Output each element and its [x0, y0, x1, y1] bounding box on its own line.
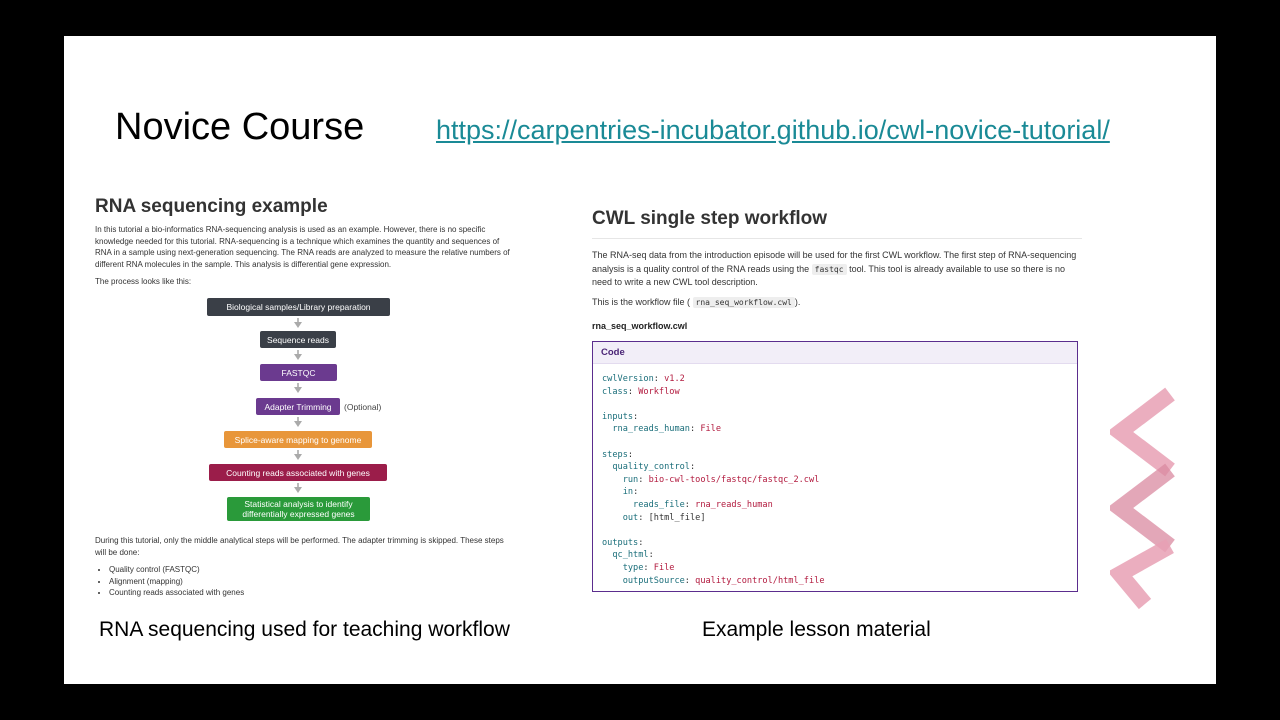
- flow-arrow: [294, 454, 302, 460]
- code-header: Code: [593, 342, 1077, 364]
- rna-example-panel: [95, 196, 515, 288]
- slide-title: Novice Course: [115, 106, 365, 148]
- code-key: type: [622, 562, 644, 573]
- intro-text-part: tool. This tool is already available to use so there is no need to write a new CWL tool description.: [592, 263, 1066, 287]
- flow-arrow: [294, 322, 302, 328]
- chevron-decoration-icon: [1110, 384, 1180, 614]
- code-value: quality_control/html_file: [695, 575, 825, 586]
- code-key: class: [602, 386, 628, 397]
- rna-outro: [95, 535, 515, 599]
- code-value: v1.2: [664, 374, 685, 384]
- caption-left: RNA sequencing used for teaching workflow: [99, 618, 510, 641]
- code-key: outputs: [602, 537, 639, 548]
- flow-step-sequence-reads: Sequence reads: [260, 331, 336, 348]
- code-value: Workflow: [638, 386, 680, 397]
- tutorial-link[interactable]: https://carpentries-incubator.github.io/cwl-novice-tutorial/: [436, 115, 1110, 145]
- rna-intro-text: In this tutorial a bio-informatics RNA-sequencing analysis is used as an example. However, there is no specific knowledge needed for this tutorial. RNA-sequencing is a technique which examines the quantity and sequences of RNA in a sample using next-generation sequencing. The RNA reads are analyzed to measure the relative numbers of different RNA molecules in the sample. This analysis is differential gene expression.: [95, 225, 510, 269]
- code-key: qc_html: [612, 550, 649, 561]
- outro-text: During this tutorial, only the middle analytical steps will be performed. The adapter trimming is skipped. These steps will be done:: [95, 536, 504, 557]
- code-content: cwlVersion: v1.2 class: Workflow inputs: rna_reads_human: File steps: quality_control: run: bio-cwl-tools/fastqc/fastqc_2.cwl in: reads_file: rna_reads_human out: [html_file] outputs: qc_html: type: File outputSource: quality_control/html_file: [602, 374, 825, 586]
- code-value: rna_reads_human: [695, 499, 773, 510]
- optional-label: (Optional): [344, 402, 382, 412]
- steps-list: [95, 564, 515, 599]
- intro-text-part: The RNA-seq data from the introduction episode will be used for the first CWL workflow. The first step of RNA-sequencing analysis is a quality control of the RNA reads using the: [592, 250, 1077, 274]
- list-item: • Quality control (FASTQC): [109, 564, 515, 576]
- code-block: [592, 341, 1078, 592]
- code-key: run: [622, 474, 639, 485]
- workflow-filename: rna_seq_workflow.cwl: [592, 321, 688, 331]
- code-value: File: [653, 562, 675, 573]
- file-text-part: This is the workflow file (: [592, 296, 691, 307]
- slide: [64, 36, 1216, 684]
- flow-step-counting-reads: Counting reads associated with genes: [209, 464, 387, 481]
- code-key: in: [622, 487, 634, 498]
- flow-arrow: [294, 421, 302, 427]
- code-key: inputs: [602, 411, 634, 422]
- flow-step-fastqc: FASTQC: [260, 364, 337, 381]
- code-key: steps: [602, 449, 628, 460]
- code-key: cwlVersion: [602, 374, 654, 384]
- file-text-part: ).: [794, 296, 801, 307]
- code-key: rna_reads_human: [612, 424, 690, 435]
- inline-code-fastqc: fastqc: [812, 264, 847, 275]
- caption-right: Example lesson material: [702, 618, 931, 641]
- code-key: out: [622, 512, 639, 523]
- code-key: outputSource: [622, 575, 685, 586]
- list-item: • Counting reads associated with genes: [109, 587, 515, 599]
- code-key: quality_control: [612, 462, 690, 473]
- cwl-workflow-panel: [592, 208, 1082, 331]
- flow-step-statistical-analysis: Statistical analysis to identify differentially expressed genes: [227, 497, 370, 521]
- cwl-heading: CWL single step workflow: [592, 208, 1082, 239]
- flow-step-splice-mapping: Splice-aware mapping to genome: [224, 431, 372, 448]
- workflow-file-text: [592, 296, 1082, 310]
- flow-step-adapter-trimming: Adapter Trimming: [256, 398, 340, 415]
- rna-example-heading: RNA sequencing example: [95, 196, 328, 217]
- flow-arrow: [294, 487, 302, 493]
- list-item: • Alignment (mapping): [109, 576, 515, 588]
- cwl-intro-text: [592, 249, 1082, 290]
- code-value: bio-cwl-tools/fastqc/fastqc_2.cwl: [648, 474, 820, 485]
- code-value: File: [700, 424, 722, 435]
- flow-arrow: [294, 387, 302, 393]
- code-key: reads_file: [633, 499, 685, 510]
- code-value: [html_file]: [648, 512, 706, 523]
- flow-step-library-prep: Biological samples/Library preparation: [207, 298, 390, 316]
- inline-code-workflow-file: rna_seq_workflow.cwl: [693, 297, 795, 308]
- process-label: The process looks like this:: [95, 277, 192, 286]
- flow-arrow: [294, 354, 302, 360]
